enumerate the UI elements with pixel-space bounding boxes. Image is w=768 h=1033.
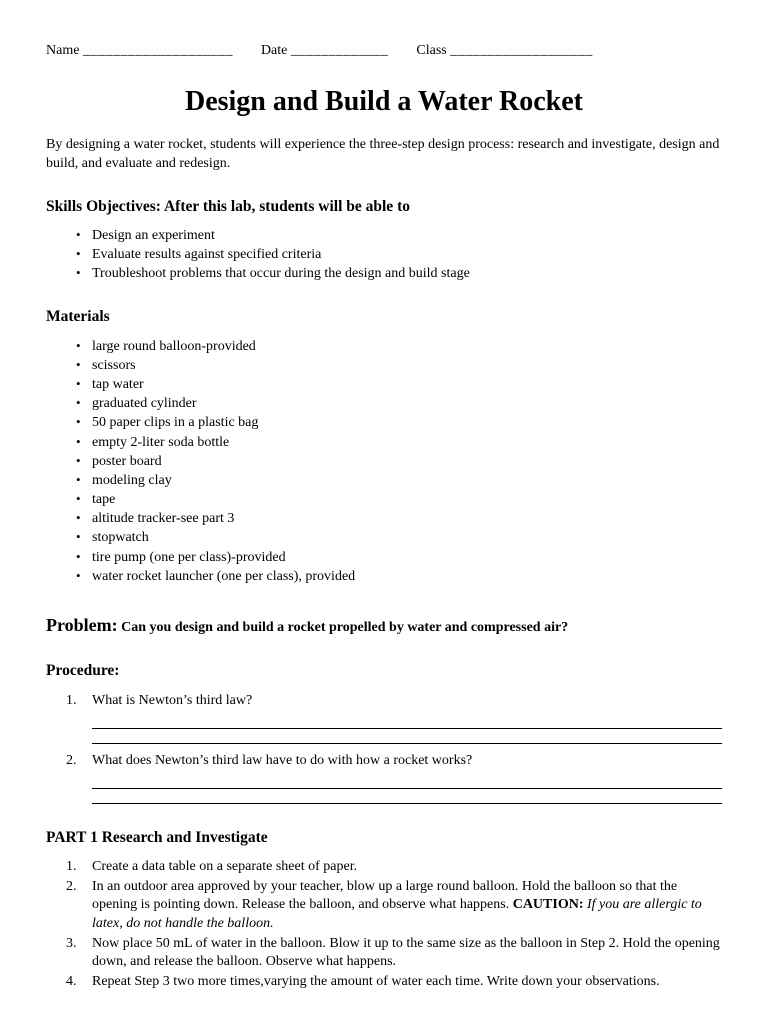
answer-line xyxy=(92,789,722,804)
step-number: 3. xyxy=(66,935,77,951)
step-text xyxy=(92,935,722,971)
procedure-list xyxy=(46,692,722,804)
materials-list xyxy=(46,338,722,586)
procedure-question xyxy=(66,752,722,770)
step-text xyxy=(92,858,722,876)
material-item: • tape xyxy=(76,491,722,509)
material-item: • graduated cylinder xyxy=(76,395,722,413)
caution-text: If you are allergic to latex, do not handle the balloon. xyxy=(92,897,702,931)
material-item: • scissors xyxy=(76,357,722,375)
problem-text: Can you design and build a rocket propelled by water and compressed air? xyxy=(117,620,569,636)
caution-label: CAUTION: xyxy=(512,897,584,913)
skills-heading: Skills Objectives: After this lab, students will be able to xyxy=(46,197,410,215)
material-item: • stopwatch xyxy=(76,529,722,547)
step-number: 4. xyxy=(66,974,77,990)
answer-line xyxy=(92,774,722,789)
step-number: 1. xyxy=(66,859,77,875)
problem-label: Problem: xyxy=(46,615,118,636)
part1-heading: PART 1 Research and Investigate xyxy=(46,828,268,846)
materials-heading: Materials xyxy=(46,308,110,326)
material-item: • large round balloon-provided xyxy=(76,338,722,356)
skills-list xyxy=(46,227,722,284)
date-label: Date xyxy=(260,43,288,58)
question-number: 2. xyxy=(66,752,77,768)
question-text: What does Newton’s third law have to do with how a rocket works? xyxy=(92,752,473,768)
material-item: • modeling clay xyxy=(76,472,722,490)
date-field xyxy=(261,43,388,58)
material-item: • empty 2-liter soda bottle xyxy=(76,434,722,452)
page-title: Design and Build a Water Rocket xyxy=(184,86,583,118)
step-item xyxy=(66,973,722,991)
material-item: • 50 paper clips in a plastic bag xyxy=(76,414,722,432)
material-item: • altitude tracker-see part 3 xyxy=(76,510,722,528)
problem-heading xyxy=(46,614,722,637)
step-text-main: Now place 50 mL of water in the balloon. Blow it up to the same size as the balloon in Step 2. Hold the opening down, and release the balloon. Observe what happens. xyxy=(92,935,720,970)
step-number: 2. xyxy=(66,879,77,895)
procedure-heading: Procedure: xyxy=(46,662,120,680)
class-label: Class xyxy=(416,43,447,58)
name-blank: ____________________ xyxy=(82,43,233,58)
class-field xyxy=(416,43,592,58)
step-item xyxy=(66,858,722,876)
procedure-question xyxy=(66,692,722,710)
class-blank: ___________________ xyxy=(450,43,593,58)
answer-lines xyxy=(92,774,722,804)
material-item: • poster board xyxy=(76,453,722,471)
material-item: • tire pump (one per class)-provided xyxy=(76,549,722,567)
step-text-main: In an outdoor area approved by your teacher, blow up a large round balloon. Hold the balloon so that the opening is pointing down. Release the balloon, and observe what happens. xyxy=(92,879,678,913)
question-number: 1. xyxy=(66,692,77,708)
answer-line xyxy=(92,729,722,744)
question-text: What is Newton’s third law? xyxy=(92,692,253,708)
skill-item: • Troubleshoot problems that occur during the design and build stage xyxy=(76,265,722,283)
skill-item: • Design an experiment xyxy=(76,227,722,245)
step-item xyxy=(66,935,722,971)
step-text-main: Create a data table on a separate sheet of paper. xyxy=(92,859,358,875)
part1-steps-list xyxy=(46,858,722,991)
step-text xyxy=(92,973,722,991)
material-item: • tap water xyxy=(76,376,722,394)
name-label: Name xyxy=(46,43,80,58)
name-field xyxy=(46,43,233,58)
step-item xyxy=(66,878,722,933)
step-text-main: Repeat Step 3 two more times,varying the amount of water each time. Write down your observations. xyxy=(92,974,660,990)
material-item: • water rocket launcher (one per class), provided xyxy=(76,568,722,586)
step-text xyxy=(92,878,722,933)
header-fill-line xyxy=(46,42,722,60)
date-blank: _____________ xyxy=(290,43,389,58)
intro-paragraph: By designing a water rocket, students will experience the three-step design process: research and investigate, design and build, and evaluate and redesign. xyxy=(46,137,720,171)
answer-line xyxy=(92,714,722,729)
skill-item: • Evaluate results against specified criteria xyxy=(76,246,722,264)
answer-lines xyxy=(92,714,722,744)
